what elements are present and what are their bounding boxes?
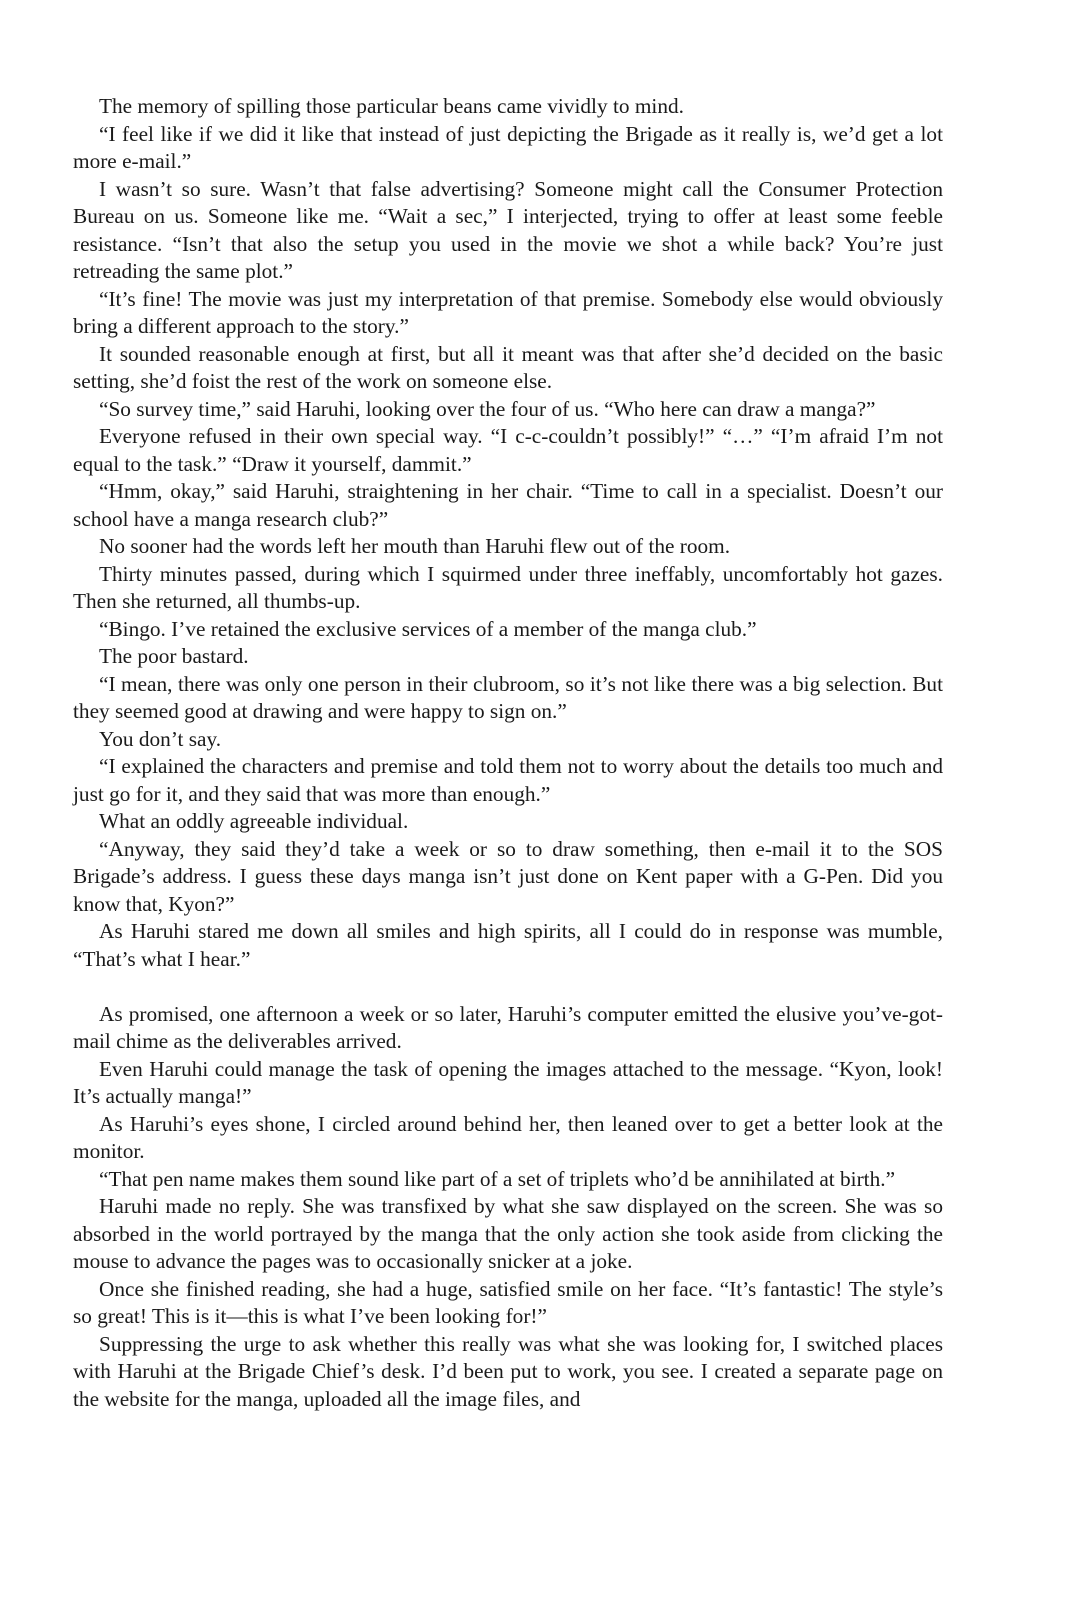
paragraph: Once she finished reading, she had a huge, satisfied smile on her face. “It’s fantastic! The style’s so great! This is it—this is what I’ve been looking for!”	[73, 1276, 943, 1328]
paragraph: The poor bastard.	[99, 644, 249, 668]
paragraph: I wasn’t so sure. Wasn’t that false advertising? Someone might call the Consumer Protection Bureau on us. Someone like me. “Wait a sec,” I interjected, trying to offer at least some feeble resistance. “Isn’t that also the setup you used in the movie we shot a while back? You’re just retreading the same plot.”	[73, 176, 943, 283]
paragraph: “It’s fine! The movie was just my interpretation of that premise. Somebody else would obviously bring a different approach to the story.”	[73, 286, 943, 338]
paragraph: “Anyway, they said they’d take a week or so to draw something, then e-mail it to the SOS Brigade’s address. I guess these days manga isn’t just done on Kent paper with a G-Pen. Did you know that, Kyon?”	[73, 836, 943, 916]
paragraph: “So survey time,” said Haruhi, looking over the four of us. “Who here can draw a manga?”	[99, 396, 876, 421]
paragraph: Haruhi made no reply. She was transfixed by what she saw displayed on the screen. She was so absorbed in the world portrayed by the manga that the only action she took aside from clicking the mouse to advance the pages was to occasionally snicker at a joke.	[73, 1194, 943, 1273]
section-break	[73, 973, 943, 1001]
book-page	[73, 93, 943, 1413]
paragraph: As promised, one afternoon a week or so later, Haruhi’s computer emitted the elusive you’ve-got-mail chime as the deliverables arrived.	[73, 1001, 943, 1053]
paragraph: As Haruhi’s eyes shone, I circled around behind her, then leaned over to get a better look at the monitor.	[73, 1111, 943, 1163]
paragraph: Everyone refused in their own special way. “I c-c-couldn’t possibly!” “…” “I’m afraid I’m not equal to the task.” “Draw it yourself, dammit.”	[73, 424, 943, 476]
paragraph: Thirty minutes passed, during which I squirmed under three ineffably, uncomfortably hot gazes. Then she returned, all thumbs-up.	[73, 561, 943, 613]
section-one	[73, 93, 943, 973]
paragraph: “I mean, there was only one person in their clubroom, so it’s not like there was a big selection. But they seemed good at drawing and were happy to sign on.”	[73, 671, 943, 723]
paragraph: You don’t say.	[99, 726, 222, 751]
paragraph: Even Haruhi could manage the task of opening the images attached to the message. “Kyon, look! It’s actually manga!”	[73, 1056, 943, 1108]
paragraph: No sooner had the words left her mouth than Haruhi flew out of the room.	[99, 534, 731, 558]
paragraph: “Bingo. I’ve retained the exclusive services of a member of the manga club.”	[99, 616, 757, 641]
paragraph: The memory of spilling those particular beans came vividly to mind.	[99, 94, 684, 118]
paragraph: “That pen name makes them sound like part of a set of triplets who’d be annihilated at birth.”	[99, 1166, 896, 1191]
paragraph: Suppressing the urge to ask whether this really was what she was looking for, I switched places with Haruhi at the Brigade Chief’s desk. I’d been put to work, you see. I created a separate page on the website for the manga, uploaded all the image files, and	[73, 1331, 943, 1411]
paragraph: “Hmm, okay,” said Haruhi, straightening in her chair. “Time to call in a specialist. Doesn’t our school have a manga research club?”	[73, 479, 943, 531]
paragraph: As Haruhi stared me down all smiles and high spirits, all I could do in response was mumble, “That’s what I hear.”	[73, 919, 943, 971]
paragraph: “I explained the characters and premise and told them not to worry about the details too much and just go for it, and they said that was more than enough.”	[73, 754, 943, 806]
paragraph: What an oddly agreeable individual.	[99, 809, 409, 833]
paragraph: “I feel like if we did it like that instead of just depicting the Brigade as it really is, we’d get a lot more e-mail.”	[73, 121, 943, 173]
paragraph: It sounded reasonable enough at first, but all it meant was that after she’d decided on the basic setting, she’d foist the rest of the work on someone else.	[73, 341, 943, 393]
section-two	[73, 1001, 943, 1414]
